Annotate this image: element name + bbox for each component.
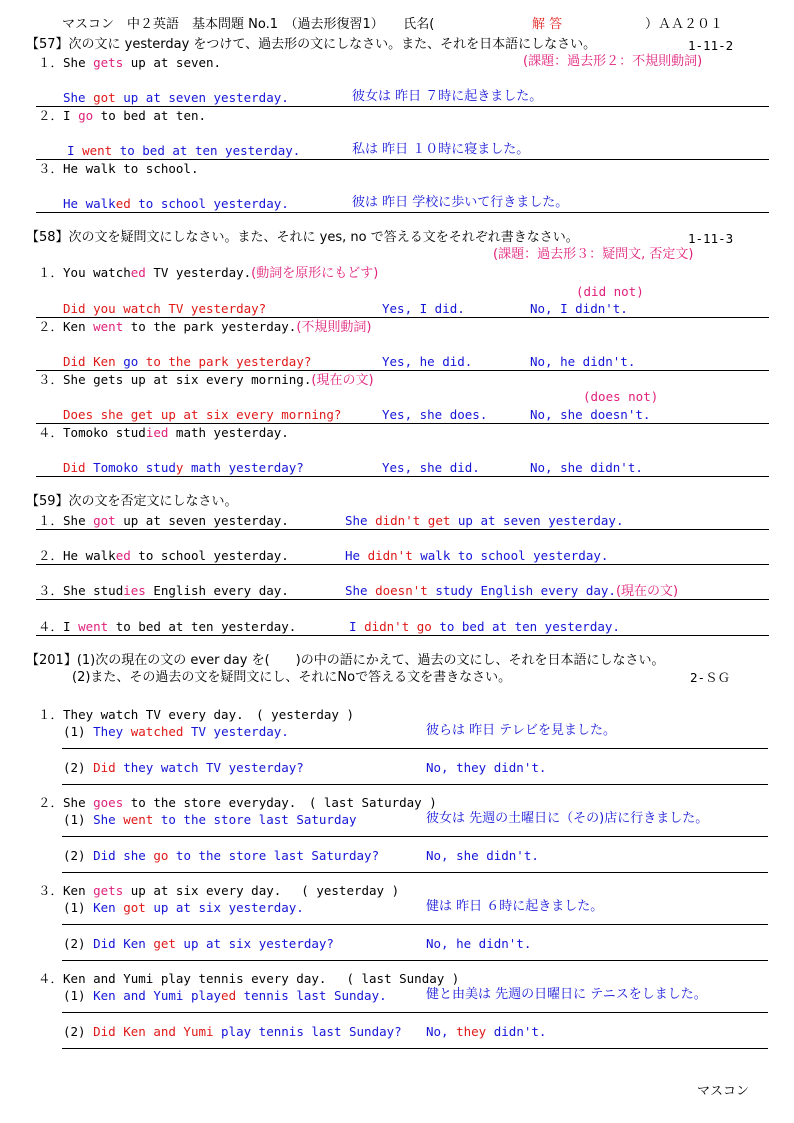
s59-q2 [38, 548, 289, 564]
q-num: ２． [38, 795, 64, 810]
ans-text: Did [93, 1024, 124, 1039]
ans-verb: doesn't [375, 583, 428, 598]
ans-text: She [345, 513, 376, 528]
ans-verb: get [153, 936, 176, 951]
ans-text: Ken [93, 900, 124, 915]
ans-text: to the store last Saturday [153, 812, 357, 827]
s201-q2-jp: 彼女は 先週の土曜日に（その)店に行きました。 [426, 811, 709, 826]
s201-q2-ans1 [63, 812, 357, 828]
q-verb: ed [130, 265, 146, 280]
s57-instr: 次の文に yesterday をつけて、過去形の文にしなさい。また、それを日本語にしなさい。 [68, 37, 597, 52]
part-label: (2) [63, 760, 94, 775]
divider [36, 370, 769, 371]
s59-heading [26, 494, 238, 510]
s58-hint1: (did not) [576, 284, 644, 299]
ans-verb: got [93, 90, 116, 105]
ans-text: walk to school yesterday. [412, 548, 609, 563]
q-num: １． [38, 55, 64, 70]
q-text: She gets up at six every morning. [63, 372, 312, 387]
q-text: They watch TV every day. ( yesterday ) [63, 707, 354, 722]
q-text: She [63, 795, 94, 810]
q-verb: gets [93, 883, 124, 898]
s59-a4 [349, 619, 620, 635]
s58-q4 [38, 425, 289, 441]
ans-text: they watch TV yesterday? [115, 760, 304, 775]
divider [36, 564, 769, 565]
q-note: (不規則動詞) [296, 320, 372, 335]
s58-a4-no: No, she didn't. [530, 460, 643, 475]
q-text: He walk [63, 548, 116, 563]
ans-text: She [93, 812, 124, 827]
q-text: to the store everyday. ( last Saturday ) [123, 795, 437, 810]
divider [62, 872, 768, 873]
divider [36, 423, 769, 424]
ans-text: She [63, 90, 94, 105]
q-verb: gets [93, 55, 124, 70]
q-note: (現在の文) [311, 373, 374, 388]
divider [36, 635, 769, 636]
q-verb: went [93, 319, 124, 334]
s201-heading [26, 653, 664, 669]
s58-a2-yes: Yes, he did. [382, 354, 473, 369]
ans-verb: got [123, 900, 146, 915]
s201-q2 [38, 795, 437, 811]
s58-note: (課題：過去形３：疑問文, 否定文) [493, 247, 694, 262]
s58-a4-yes: Yes, she did. [382, 460, 480, 475]
q-text: Ken [63, 883, 94, 898]
ans-verb: went [123, 812, 154, 827]
ans-text: Did [63, 460, 86, 475]
q-text: He walk to school. [63, 161, 199, 176]
s58-a3 [63, 407, 341, 423]
q-text: Ken and Yumi play tennis every day. ( last Sunday ) [63, 971, 460, 986]
s201-q1-jp: 彼らは 昨日 テレビを見ました。 [426, 723, 617, 738]
ans-text: study English every day. [427, 583, 616, 598]
s201-q4-ans2 [63, 1024, 402, 1040]
s201-q3-jp: 健は 昨日 ６時に起きました。 [426, 899, 604, 914]
ans-text: Does [63, 407, 94, 422]
part-label: (1) [63, 812, 94, 827]
ans-verb: y [175, 460, 184, 475]
s58-a1-yes: Yes, I did. [382, 301, 465, 316]
ans-text: Ken and Yumi play [93, 988, 222, 1003]
s59-instr: 次の文を否定文にしなさい。 [68, 494, 238, 509]
s58-instr: 次の文を疑問文にしなさい。また、それに yes, no で答える文をそれぞれ書きなさい。 [68, 230, 579, 245]
s58-q1 [38, 265, 378, 282]
q-text: Ken [63, 319, 94, 334]
divider [36, 212, 769, 213]
divider [36, 159, 769, 160]
s59-q4 [38, 619, 296, 635]
q-num: １． [38, 707, 64, 722]
q-verb: go [78, 108, 94, 123]
s201-q3 [38, 883, 399, 899]
q-num: ２． [38, 319, 64, 334]
q-text: up at seven yesterday. [115, 513, 289, 528]
ans-verb: ed [221, 988, 237, 1003]
q-text: English every day. [145, 583, 289, 598]
ans-text: He [345, 548, 368, 563]
q-text: I [63, 619, 79, 634]
q-text: to the park yesterday. [123, 319, 297, 334]
s58-num: 【58】 [26, 230, 69, 245]
s58-a4 [63, 460, 304, 476]
s58-a3-no: No, she doesn't. [530, 407, 651, 422]
ans-text: They [93, 724, 131, 739]
divider [36, 476, 769, 477]
ans-text: math yesterday? [183, 460, 304, 475]
s57-heading [26, 37, 596, 53]
q-text: She stud [63, 583, 124, 598]
q-verb: goes [93, 795, 124, 810]
s58-heading [26, 230, 579, 246]
divider [62, 748, 768, 749]
s201-q3-no: No, he didn't. [426, 936, 532, 951]
ans-verb: didn't go [364, 619, 432, 634]
s201-q2-no: No, she didn't. [426, 848, 539, 863]
ans-text: She [345, 583, 376, 598]
ans-text: Did she [93, 848, 154, 863]
footer-brand: マスコン [697, 1084, 750, 1099]
s57-a2 [67, 143, 300, 159]
ans-text: Tomoko stud [85, 460, 176, 475]
s57-a3 [63, 196, 289, 212]
s57-note: (課題：過去形２：不規則動詞) [523, 54, 703, 69]
ans-text: she get up at six every morning? [93, 407, 342, 422]
q-text: She [63, 513, 94, 528]
s201-instr2: (2)また、その過去の文を疑問文にし、それにNoで答える文を書きなさい。 [72, 670, 512, 685]
s201-q4-no [426, 1024, 546, 1040]
q-num: ２． [38, 548, 64, 563]
q-num: ４． [38, 971, 64, 986]
divider [36, 529, 769, 530]
divider [62, 784, 768, 785]
q-text: to bed at ten. [93, 108, 207, 123]
ans-text: I [67, 143, 83, 158]
part-label: (1) [63, 724, 94, 739]
s201-num: 【201】 [26, 653, 77, 668]
ans-verb: didn't get [375, 513, 451, 528]
answer-label: 解 答 [532, 17, 563, 32]
ans-verb: go [153, 848, 169, 863]
divider [36, 106, 769, 107]
s201-q1 [38, 707, 354, 723]
q-text: to bed at ten yesterday. [108, 619, 297, 634]
q-text: You watch [63, 265, 131, 280]
s201-q2-ans2 [63, 848, 379, 864]
q-num: ３． [38, 372, 64, 387]
s58-q3 [38, 372, 374, 389]
q-verb: ed [115, 548, 131, 563]
title-text: マスコン 中２英語 基本問題 No.1 （過去形復習1） 氏名( [62, 17, 435, 32]
ans-text: I [349, 619, 365, 634]
q-verb: went [78, 619, 109, 634]
q-text: math yesterday. [168, 425, 289, 440]
s58-a2-no: No, he didn't. [530, 354, 636, 369]
ans-text: up at seven yesterday. [450, 513, 624, 528]
ans-text: play tennis last Sunday? [213, 1024, 402, 1039]
s201-ref: 2-ＳＧ [690, 670, 731, 685]
s58-a1 [63, 301, 266, 317]
s57-num: 【57】 [26, 37, 69, 52]
s57-a3-jp: 彼は 昨日 学校に歩いて行きました。 [352, 195, 569, 210]
q-text: She [63, 55, 94, 70]
q-text: up at six every day. ( yesterday ) [123, 883, 400, 898]
s201-q4-jp: 健と由美は 先週の日曜日に テニスをしました。 [426, 987, 707, 1002]
ans-text: No, [426, 1024, 457, 1039]
q-text: TV yesterday. [145, 265, 252, 280]
s59-a3 [345, 583, 678, 600]
divider [36, 599, 769, 600]
q-num: ４． [38, 619, 64, 634]
divider [62, 924, 768, 925]
ans-text: He walk [63, 196, 116, 211]
ans-text: to the park yesterday? [138, 354, 312, 369]
q-num: １． [38, 265, 64, 280]
s57-q1 [38, 55, 221, 71]
ans-note: (現在の文) [615, 584, 679, 599]
s201-q4 [38, 971, 459, 987]
s57-a2-jp: 私は 昨日 １０時に寝ました。 [352, 142, 530, 157]
ans-text: to bed at ten yesterday. [112, 143, 301, 158]
q-verb: got [93, 513, 116, 528]
ans-verb: watched [130, 724, 184, 739]
q-text: to school yesterday. [130, 548, 289, 563]
ans-text: Ken and Yumi [123, 1024, 214, 1039]
q-text: I [63, 108, 79, 123]
q-num: １． [38, 513, 64, 528]
part-label: (2) [63, 1024, 94, 1039]
part-label: (2) [63, 848, 94, 863]
ans-text: up at seven yesterday. [115, 90, 289, 105]
q-num: ４． [38, 425, 64, 440]
ans-text: TV yesterday. [183, 724, 289, 739]
ans-text: Did [93, 760, 116, 775]
s201-q1-ans1 [63, 724, 289, 740]
q-verb: ies [123, 583, 146, 598]
doc-code: ）ＡＡ２０１ [645, 17, 724, 32]
s57-a1 [63, 90, 289, 106]
s58-a3-yes: Yes, she does. [382, 407, 488, 422]
s58-a2 [63, 354, 311, 370]
ans-question: Did you watch TV yesterday? [63, 301, 267, 316]
divider [36, 317, 769, 318]
s58-q2 [38, 319, 371, 336]
divider [62, 1012, 768, 1013]
s57-q2 [38, 108, 206, 124]
s58-ref: 1-11-3 [688, 231, 734, 246]
ans-text: Did Ken [93, 936, 154, 951]
s59-num: 【59】 [26, 494, 69, 509]
divider [62, 1048, 768, 1049]
ans-text: didn't. [486, 1024, 547, 1039]
s201-q3-ans2 [63, 936, 334, 952]
q-text: Tomoko stud [63, 425, 146, 440]
ans-text: up at six yesterday. [145, 900, 304, 915]
divider [62, 836, 768, 837]
s59-q3 [38, 583, 289, 599]
ans-text: to school yesterday. [130, 196, 289, 211]
s59-q1 [38, 513, 289, 529]
s201-q1-no: No, they didn't. [426, 760, 547, 775]
s201-q3-ans1 [63, 900, 304, 916]
ans-text: they [456, 1024, 487, 1039]
q-num: ３． [38, 161, 64, 176]
part-label: (1) [63, 900, 94, 915]
ans-text: tennis last Sunday. [236, 988, 387, 1003]
ans-verb: didn't [367, 548, 413, 563]
ans-verb: ed [115, 196, 131, 211]
part-label: (2) [63, 936, 94, 951]
q-num: ２． [38, 108, 64, 123]
s57-a1-jp: 彼女は 昨日 ７時に起きました。 [352, 89, 543, 104]
s201-instr1: (1)次の現在の文の ever day を( )の中の語にかえて、過去の文にし、それを日本語にしなさい。 [76, 653, 665, 668]
s59-a1 [345, 513, 623, 529]
q-verb: ied [145, 425, 169, 440]
s58-hint3: (does not) [583, 389, 659, 404]
q-note: (動詞を原形にもどす) [251, 266, 379, 281]
s201-q4-ans1 [63, 988, 387, 1004]
q-num: ３． [38, 883, 64, 898]
ans-text: to the store last Saturday? [168, 848, 380, 863]
divider [62, 960, 768, 961]
ans-text: up at six yesterday? [175, 936, 334, 951]
ans-text: to bed at ten yesterday. [431, 619, 620, 634]
q-text: up at seven. [123, 55, 222, 70]
s201-q1-ans2 [63, 760, 304, 776]
s59-a2 [345, 548, 608, 564]
ans-verb: go [123, 354, 139, 369]
ans-text: Did Ken [63, 354, 124, 369]
q-num: ３． [38, 583, 64, 598]
s58-a1-no: No, I didn't. [530, 301, 628, 316]
s57-ref: 1-11-2 [688, 38, 734, 53]
ans-verb: went [82, 143, 113, 158]
page-title [62, 17, 434, 33]
s57-q3 [38, 161, 198, 177]
part-label: (1) [63, 988, 94, 1003]
